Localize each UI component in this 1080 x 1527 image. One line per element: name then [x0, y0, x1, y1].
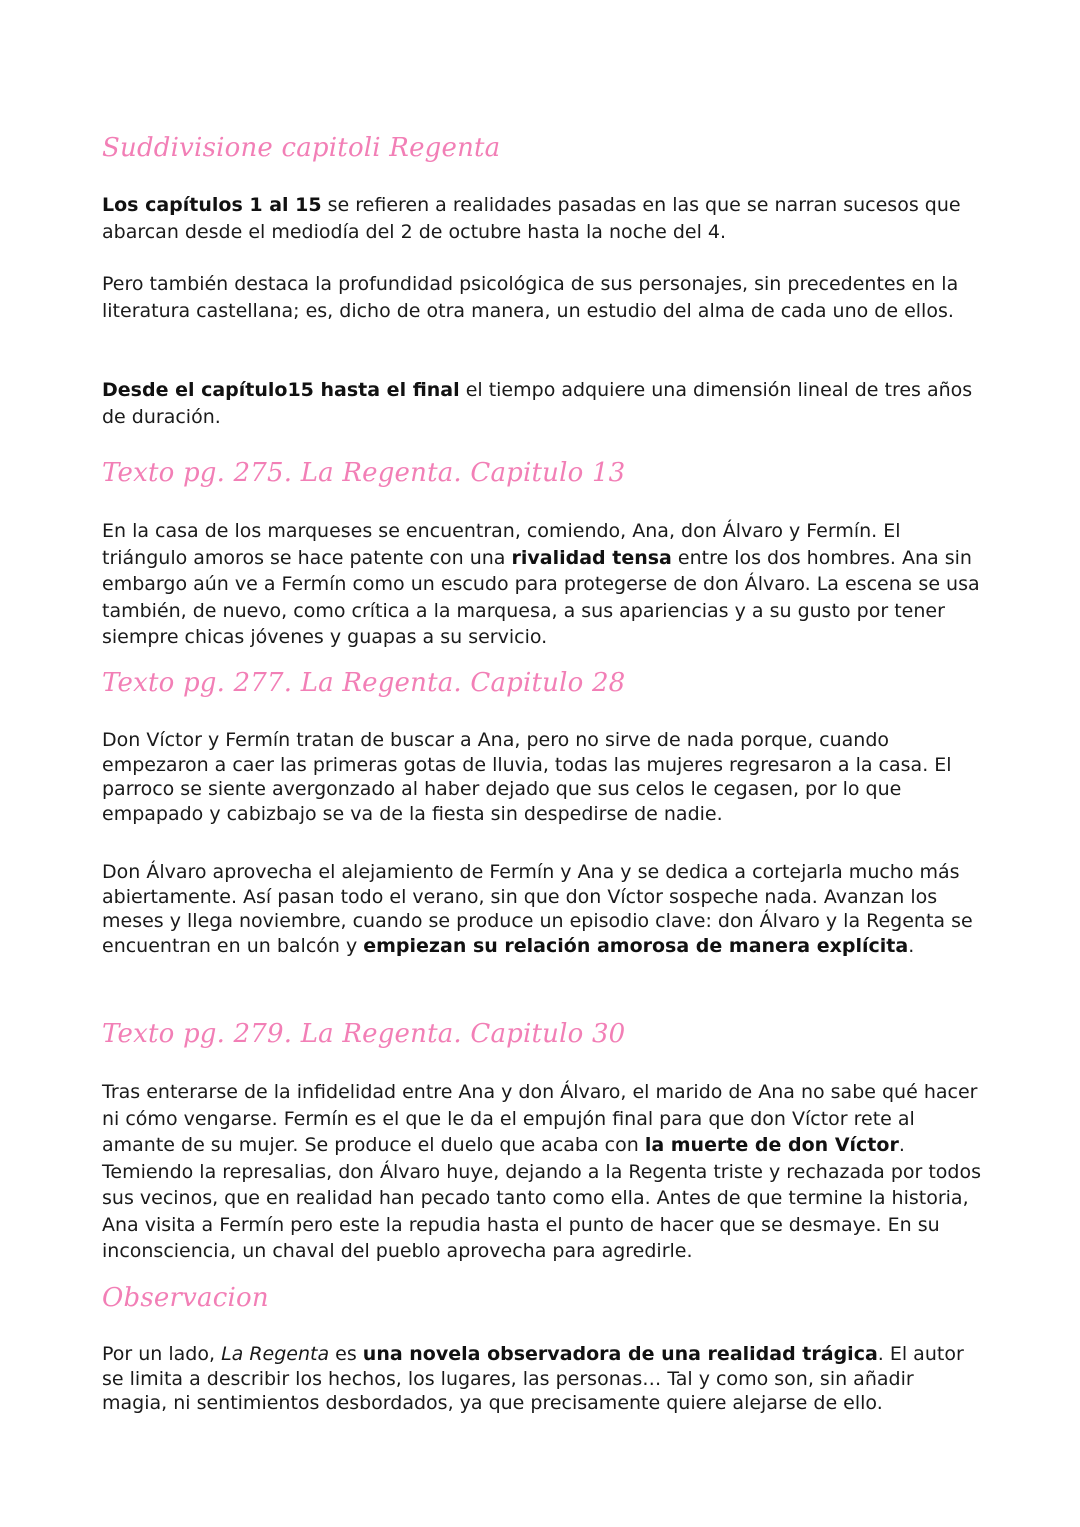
- body-text: . Temiendo la represalias, don Álvaro huye, dejando a la Regenta triste y rechazada por todos sus vecinos, que en realidad han pecado tanto como ella. Antes de que termine la historia, Ana visita a Fermín pero este la repudia hasta el punto de hacer que se desmaye. En su inconsciencia, un chaval del pueblo aprovecha para agredirle.: [102, 1134, 982, 1262]
- bold-text: una novela observadora de una realidad trágica: [362, 1343, 878, 1365]
- body-text: se refieren a realidades pasadas en las que se narran sucesos que abarcan desde el mediodía del 2 de octubre hasta la noche del 4.: [102, 194, 961, 243]
- paragraph-capitulo-28-a: [102, 728, 982, 826]
- paragraph-capitulo15-final: [102, 377, 982, 430]
- body-text: Por un lado,: [102, 1343, 222, 1365]
- body-text: Don Víctor y Fermín tratan de buscar a Ana, pero no sirve de nada porque, cuando empezaron a caer las primeras gotas de lluvia, todas las mujeres regresaron a la casa. El parroco se siente avergonzado al haber dejado que sus celos le cegasen, por lo que empapado y cabizbajo se va de la fiesta sin despedirse de nadie.: [102, 729, 952, 825]
- body-text: entre los dos hombres. Ana sin embargo aún ve a Fermín como un escudo para protegerse de don Álvaro. La escena se usa también, de nuevo, como crítica a la marquesa, a sus apariencias y a su gusto por tener siempre chicas jóvenes y guapas a su servicio.: [102, 546, 980, 648]
- bold-text: Los capítulos 1 al 15: [102, 194, 322, 216]
- body-text: . El autor se limita a describir los hechos, los lugares, las personas… Tal y como son, sin añadir magia, ni sentimientos desbordados, ya que precisamente quiere alejarse de ello.: [102, 1343, 964, 1414]
- paragraph-capitulo-13: [102, 518, 982, 651]
- bold-text: la muerte de don Víctor: [644, 1134, 899, 1156]
- body-text: el tiempo adquiere una dimensión lineal de tres años de duración.: [102, 379, 973, 428]
- heading-suddivisione: Suddivisione capitoli Regenta: [102, 133, 501, 163]
- paragraph-profundidad: [102, 271, 982, 324]
- paragraph-capitulos-1-15: [102, 192, 982, 245]
- heading-texto-277: Texto pg. 277. La Regenta. Capitulo 28: [102, 668, 626, 698]
- heading-observacion: Observacion: [102, 1283, 269, 1313]
- body-text: En la casa de los marqueses se encuentran, comiendo, Ana, don Álvaro y Fermín. El triángulo amoros se hace patente con una: [102, 520, 901, 569]
- body-text: .: [908, 934, 915, 957]
- italic-title: La Regenta: [221, 1343, 330, 1365]
- bold-text: empiezan su relación amorosa de manera explícita: [363, 934, 909, 957]
- body-text: Don Álvaro aprovecha el alejamiento de Fermín y Ana y se dedica a cortejarla mucho más abiertamente. Así pasan todo el verano, sin que don Víctor sospeche nada. Avanzan los meses y llega noviembre, cuando se produce un episodio clave: don Álvaro y la Regenta se encuentran en un balcón y: [102, 861, 973, 957]
- heading-texto-279: Texto pg. 279. La Regenta. Capitulo 30: [102, 1019, 626, 1049]
- heading-texto-275: Texto pg. 275. La Regenta. Capitulo 13: [102, 458, 626, 488]
- body-text: Tras enterarse de la infidelidad entre Ana y don Álvaro, el marido de Ana no sabe qué hacer ni cómo vengarse. Fermín es el que le da el empujón final para que don Víctor rete al amante de su mujer. Se produce el duelo que acaba con: [102, 1081, 978, 1156]
- bold-text: Desde el capítulo15 hasta el final: [102, 379, 460, 401]
- paragraph-observacion: [102, 1342, 982, 1416]
- body-text: es: [329, 1343, 363, 1365]
- bold-text: rivalidad tensa: [511, 546, 672, 569]
- body-text: Pero también destaca la profundidad psicológica de sus personajes, sin precedentes en la literatura castellana; es, dicho de otra manera, un estudio del alma de cada uno de ellos.: [102, 273, 959, 322]
- paragraph-capitulo-30: [102, 1079, 982, 1265]
- paragraph-capitulo-28-b: [102, 860, 982, 958]
